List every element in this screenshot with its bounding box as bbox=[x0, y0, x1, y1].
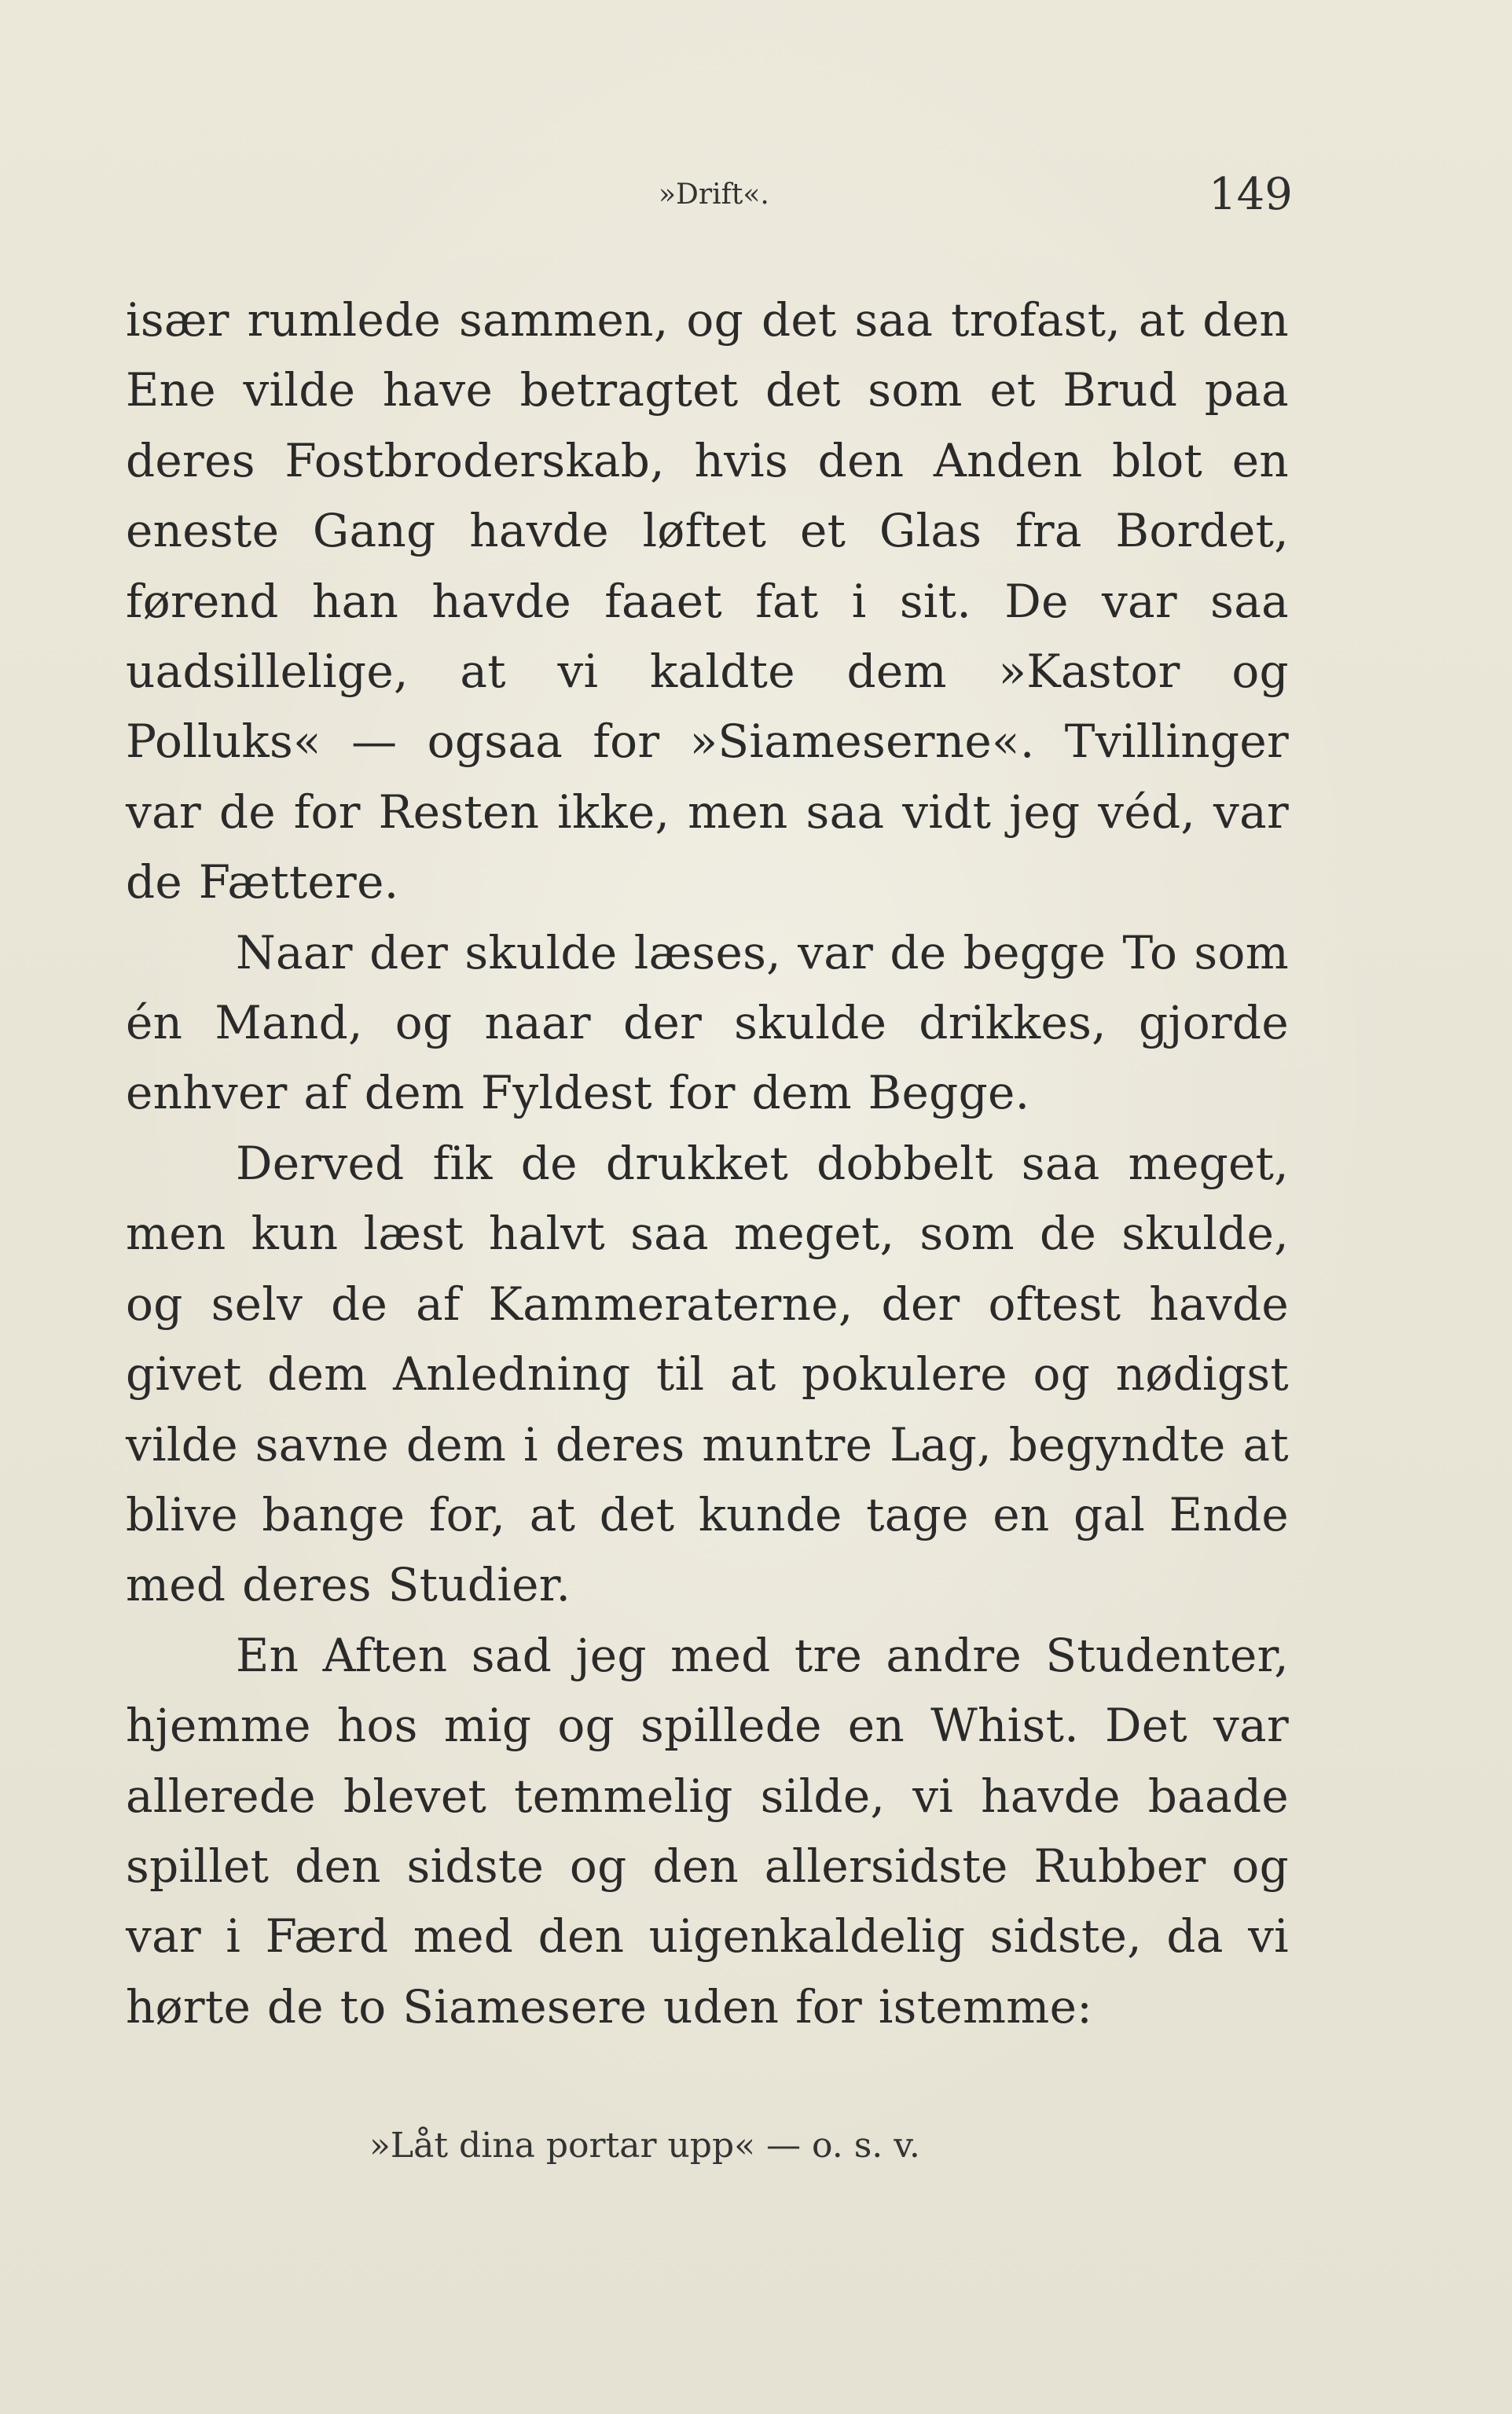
paragraph: Naar der skulde læses, var de begge To som én Mand, og naar der skulde drikkes, gjorde enhver af dem Fyldest for dem Begge. bbox=[126, 925, 1289, 1120]
paragraph: især rumlede sammen, og det saa trofast, at den Ene vilde have betragtet det som et Brud paa deres Fostbroderskab, hvis den Anden blot en eneste Gang havde løftet et Glas fra Bordet, førend han havde faaet fat i sit. De var saa uadsillelige, at vi kaldte dem »Kastor og Polluks« — ogsaa for »Siameserne«. Tvillinger var de for Resten ikke, men saa vidt jeg véd, var de Fættere. bbox=[126, 293, 1289, 909]
page-number: 149 bbox=[1209, 169, 1293, 220]
running-head bbox=[0, 171, 1512, 219]
body-text bbox=[126, 285, 1289, 2042]
song-quote-line: »Låt dina portar upp« — o. s. v. bbox=[369, 2126, 920, 2166]
paragraph: En Aften sad jeg med tre andre Studenter, hjemme hos mig og spillede en Whist. Det var allerede blevet temmelig silde, vi havde baade spillet den sidste og den allersidste Rubber og var i Færd med den uigenkaldelig sidste, da vi hørte de to Siamesere uden for istemme: bbox=[126, 1628, 1289, 2034]
running-head-title: »Drift«. bbox=[659, 178, 769, 211]
paragraph: Derved fik de drukket dobbelt saa meget, men kun læst halvt saa meget, som de skulde, og selv de af Kammeraterne, der oftest havde givet dem Anledning til at pokulere og nødigst vilde savne dem i deres muntre Lag, begyndte at blive bange for, at det kunde tage en gal Ende med deres Studier. bbox=[126, 1136, 1289, 1612]
